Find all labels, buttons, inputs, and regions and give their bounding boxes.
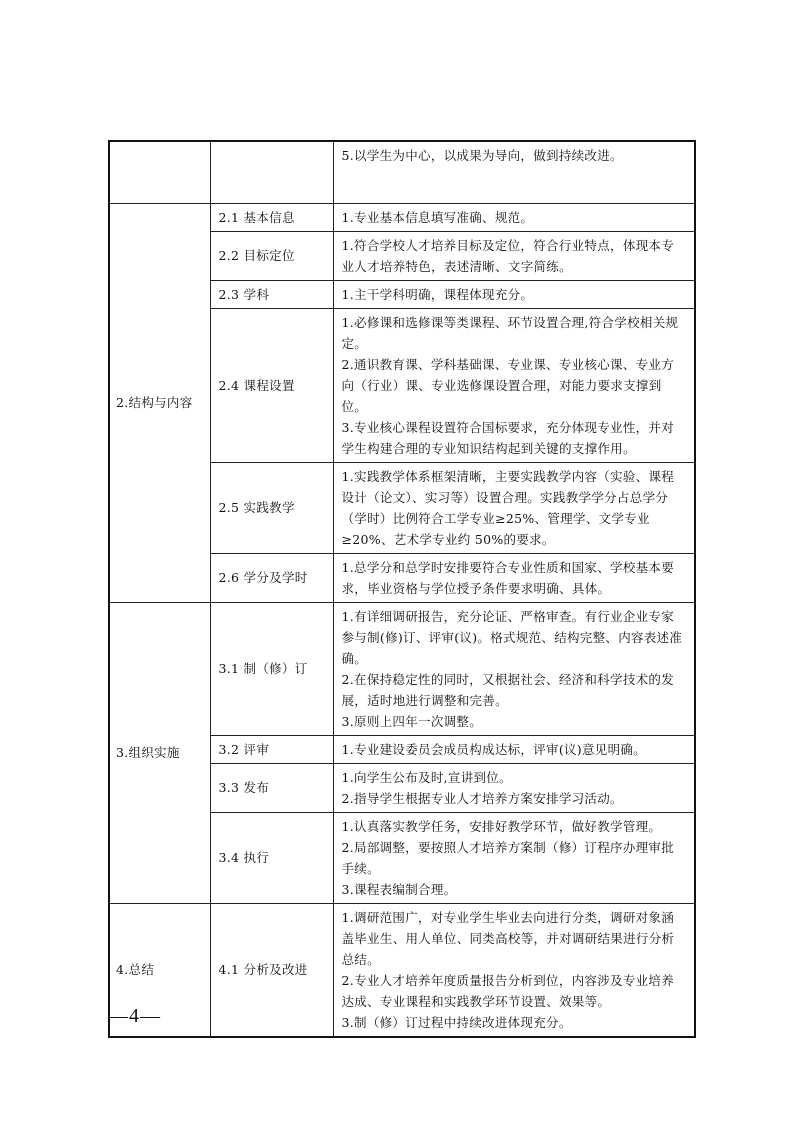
criteria-line: 1.必修课和选修课等类课程、环节设置合理,符合学校相关规定。	[341, 314, 679, 351]
criteria-line: 3.原则上四年一次调整。	[341, 713, 483, 729]
criteria-cell	[333, 141, 695, 203]
subitem-cell: 2.4 课程设置	[210, 308, 333, 462]
subitem-cell: 2.6 学分及学时	[210, 553, 333, 602]
criteria-cell	[333, 812, 695, 903]
page-number: —4—	[108, 1005, 161, 1027]
criteria-line: 1.符合学校人才培养目标及定位，符合行业特点，体现本专业人才培养特色，表述清晰、文字简练。	[341, 237, 675, 274]
criteria-line: 1.实践教学体系框架清晰，主要实践教学内容（实验、课程设计（论文）、实习等）设置合理。实践教学学分占总学分（学时）比例符合工学专业≥25%、管理学、文学专业≥20%、艺术学专业约 50%的要求。	[341, 468, 675, 547]
subitem-cell	[210, 141, 333, 203]
subitem-cell: 3.1 制（修）订	[210, 602, 333, 735]
criteria-line: 2.在保持稳定性的同时，又根据社会、经济和科学技术的发展，适时地进行调整和完善。	[341, 671, 675, 708]
criteria-line: 1.有详细调研报告，充分论证、严格审查。有行业企业专家参与制(修)订、评审(议)。格式规范、结构完整、内容表述准确。	[341, 608, 683, 666]
table-row	[109, 903, 695, 1037]
criteria-cell	[333, 553, 695, 602]
subitem-cell: 4.1 分析及改进	[210, 903, 333, 1037]
criteria-cell	[333, 280, 695, 308]
criteria-cell	[333, 763, 695, 812]
subitem-cell: 2.2 目标定位	[210, 231, 333, 280]
criteria-line: 2.专业人才培养年度质量报告分析到位，内容涉及专业培养达成、专业课程和实践教学环节设置、效果等。	[341, 972, 675, 1009]
criteria-line: 5.以学生为中心，以成果为导向，做到持续改进。	[341, 148, 623, 163]
criteria-line: 1.总学分和总学时安排要符合专业性质和国家、学校基本要求，毕业资格与学位授予条件要求明确、具体。	[341, 559, 675, 596]
criteria-line: 1.认真落实教学任务，安排好教学环节，做好教学管理。	[341, 818, 662, 834]
criteria-line: 2.局部调整，要按照人才培养方案制（修）订程序办理审批手续。	[341, 839, 675, 876]
criteria-cell	[333, 308, 695, 462]
criteria-cell	[333, 462, 695, 553]
category-cell	[109, 141, 210, 203]
criteria-line: 1.向学生公布及时,宣讲到位。	[341, 769, 512, 785]
evaluation-table	[108, 140, 696, 1038]
subitem-cell: 3.3 发布	[210, 763, 333, 812]
category-cell: 3.组织实施	[109, 602, 210, 903]
criteria-cell	[333, 231, 695, 280]
subitem-cell: 2.3 学科	[210, 280, 333, 308]
table-row	[109, 141, 695, 203]
criteria-line: 2.通识教育课、学科基础课、专业课、专业核心课、专业方向（行业）课、专业选修课设置合理，对能力要求支撑到位。	[341, 356, 675, 414]
category-cell: 2.结构与内容	[109, 203, 210, 602]
criteria-cell	[333, 903, 695, 1037]
subitem-cell: 3.2 评审	[210, 735, 333, 763]
subitem-cell: 3.4 执行	[210, 812, 333, 903]
criteria-line: 3.制（修）订过程中持续改进体现充分。	[341, 1014, 572, 1030]
category-cell: 4.总结	[109, 903, 210, 1037]
table-row	[109, 203, 695, 231]
criteria-line: 1.专业基本信息填写准确、规范。	[341, 209, 534, 225]
criteria-line: 1.主干学科明确，课程体现充分。	[341, 286, 534, 302]
criteria-line: 2.指导学生根据专业人才培养方案安排学习活动。	[341, 790, 623, 806]
criteria-cell	[333, 203, 695, 231]
evaluation-table-body	[109, 141, 695, 1037]
subitem-cell: 2.5 实践教学	[210, 462, 333, 553]
criteria-cell	[333, 602, 695, 735]
table-row	[109, 602, 695, 735]
criteria-line: 1.专业建设委员会成员构成达标，评审(议)意见明确。	[341, 741, 646, 757]
criteria-line: 1.调研范围广，对专业学生毕业去向进行分类，调研对象涵盖毕业生、用人单位、同类高校等，并对调研结果进行分析总结。	[341, 909, 675, 967]
subitem-cell: 2.1 基本信息	[210, 203, 333, 231]
criteria-line: 3.课程表编制合理。	[341, 881, 457, 897]
criteria-line: 3.专业核心课程设置符合国标要求，充分体现专业性，并对学生构建合理的专业知识结构起到关键的支撑作用。	[341, 419, 675, 456]
criteria-cell	[333, 735, 695, 763]
